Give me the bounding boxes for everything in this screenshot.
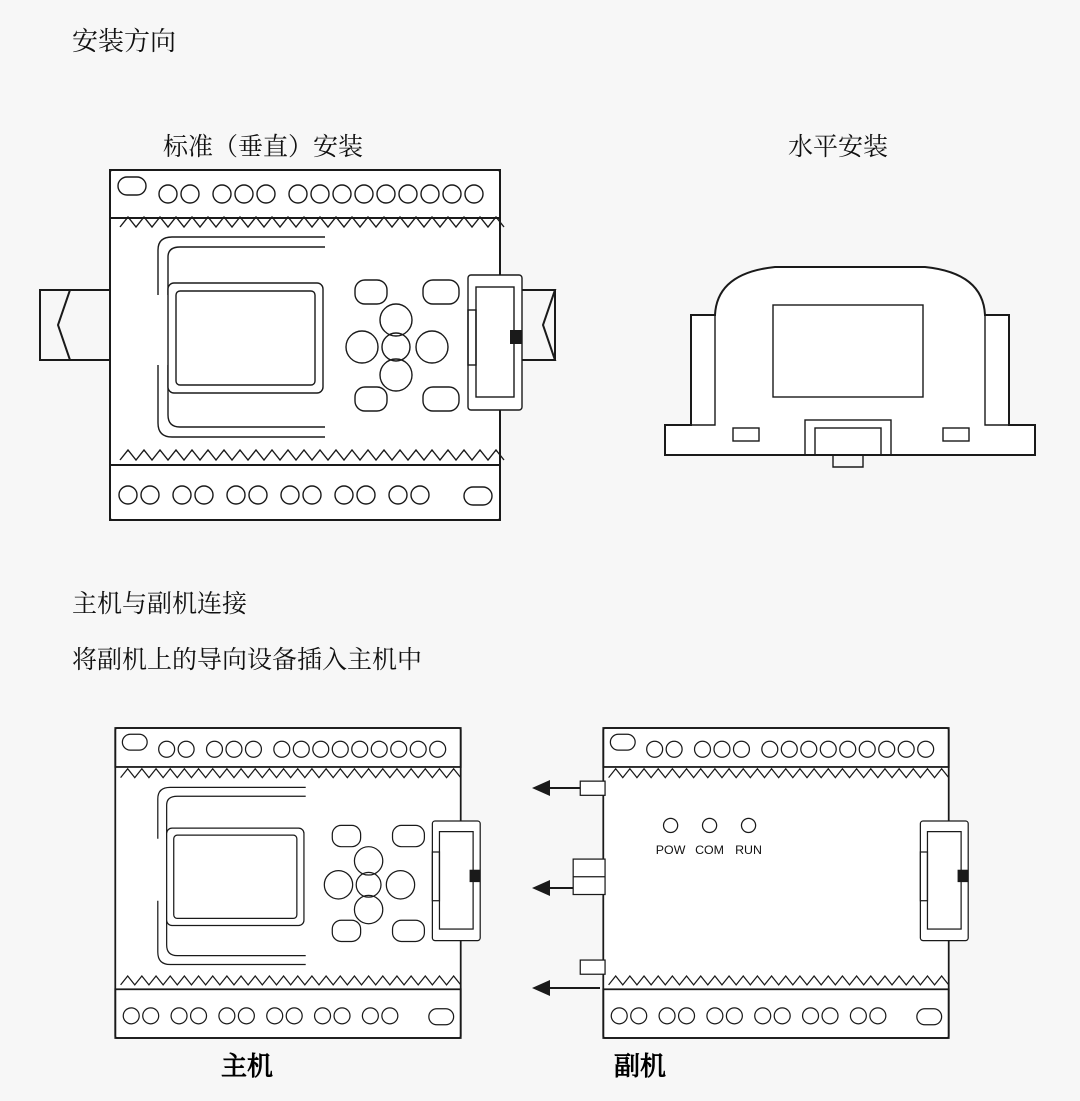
master-expansion-connector: [432, 821, 480, 941]
caption-master-unit: 主机: [221, 1052, 274, 1081]
expansion-connector: [468, 275, 522, 410]
caption-slave-unit: 副机: [614, 1052, 667, 1081]
horizontal-mount-drawing: [655, 245, 1045, 475]
section-subtitle-insert-guide: 将副机上的导向设备插入主机中: [72, 646, 423, 674]
caption-vertical-mount: 标准（垂直）安装: [163, 133, 364, 161]
master-body: [115, 728, 480, 1038]
arrow-bottom: [532, 980, 600, 996]
slave-unit-drawing: [596, 728, 956, 1038]
section-title-mounting-direction: 安装方向: [72, 26, 177, 56]
led-label-com: COM: [695, 842, 725, 857]
caption-horizontal-mount: 水平安装: [788, 133, 889, 161]
plc-body-front: [110, 170, 522, 520]
master-unit-drawing: [108, 728, 468, 1038]
led-label-pow: POW: [655, 842, 686, 857]
led-label-run: RUN: [735, 842, 762, 857]
plc-side-profile: [665, 267, 1035, 467]
din-rail-left: [40, 290, 115, 360]
slave-body: [573, 728, 968, 1038]
slave-expansion-connector: [920, 821, 968, 941]
section-title-master-slave-connection: 主机与副机连接: [72, 590, 248, 618]
vertical-mount-drawing: [40, 165, 600, 535]
